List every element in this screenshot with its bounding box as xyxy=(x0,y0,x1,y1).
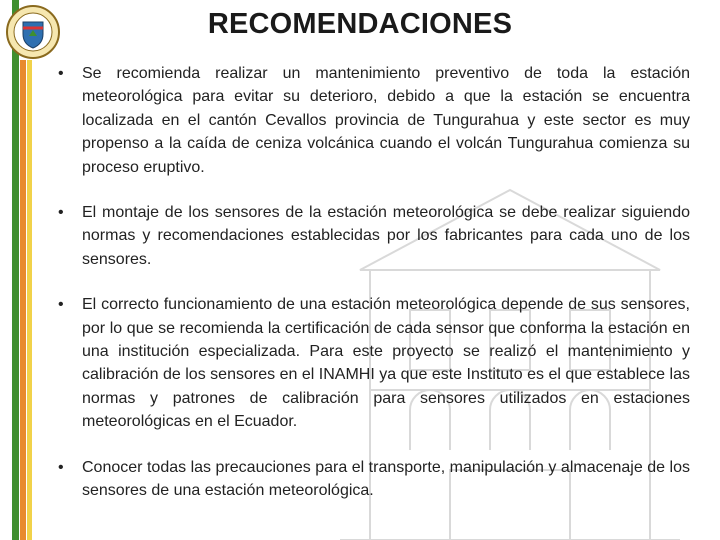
list-item xyxy=(56,293,690,433)
bullet-text: El montaje de los sensores de la estación meteorológica se debe realizar siguiendo normas y recomendaciones establecidas por los fabricantes para cada uno de los sensores. xyxy=(82,204,690,268)
bullet-text: El correcto funcionamiento de una estación meteorológica depende de sus sensores, por lo que se recomienda la certificación de cada sensor que conforma la estación en una institución especializada. Para este proyecto se realizó el mantenimiento y calibración de los sensores en el INAMHI ya que este Instituto es el que establece las normas y patrones de calibración para sensores utilizados en estaciones meteorológicas en el Ecuador. xyxy=(82,296,690,431)
slide-title: RECOMENDACIONES xyxy=(207,8,513,40)
list-item xyxy=(56,62,690,179)
bullet-text: Conocer todas las precauciones para el transporte, manipulación y almacenaje de los sensores de una estación meteorológica. xyxy=(82,458,690,500)
left-stripe-yellow xyxy=(27,60,32,540)
list-item xyxy=(56,456,690,503)
list-item xyxy=(56,201,690,271)
bullet-marker: • xyxy=(58,65,64,82)
left-stripe-orange xyxy=(20,60,26,540)
bullet-marker: • xyxy=(58,296,64,314)
recommendations-list xyxy=(56,60,690,503)
left-stripe-green xyxy=(12,0,19,540)
bullet-marker: • xyxy=(58,204,64,222)
bullet-text: Se recomienda realizar un mantenimiento preventivo de toda la estación meteorológica para evitar su deterioro, debido a que la estación se encuentra localizada en el cantón Cevallos provincia de Tungurahua y este sector es muy propenso a la caída de ceniza volcánica cuando el volcán Tungurahua comienza su proceso eruptivo. xyxy=(82,65,690,176)
bullet-marker: • xyxy=(58,458,64,476)
